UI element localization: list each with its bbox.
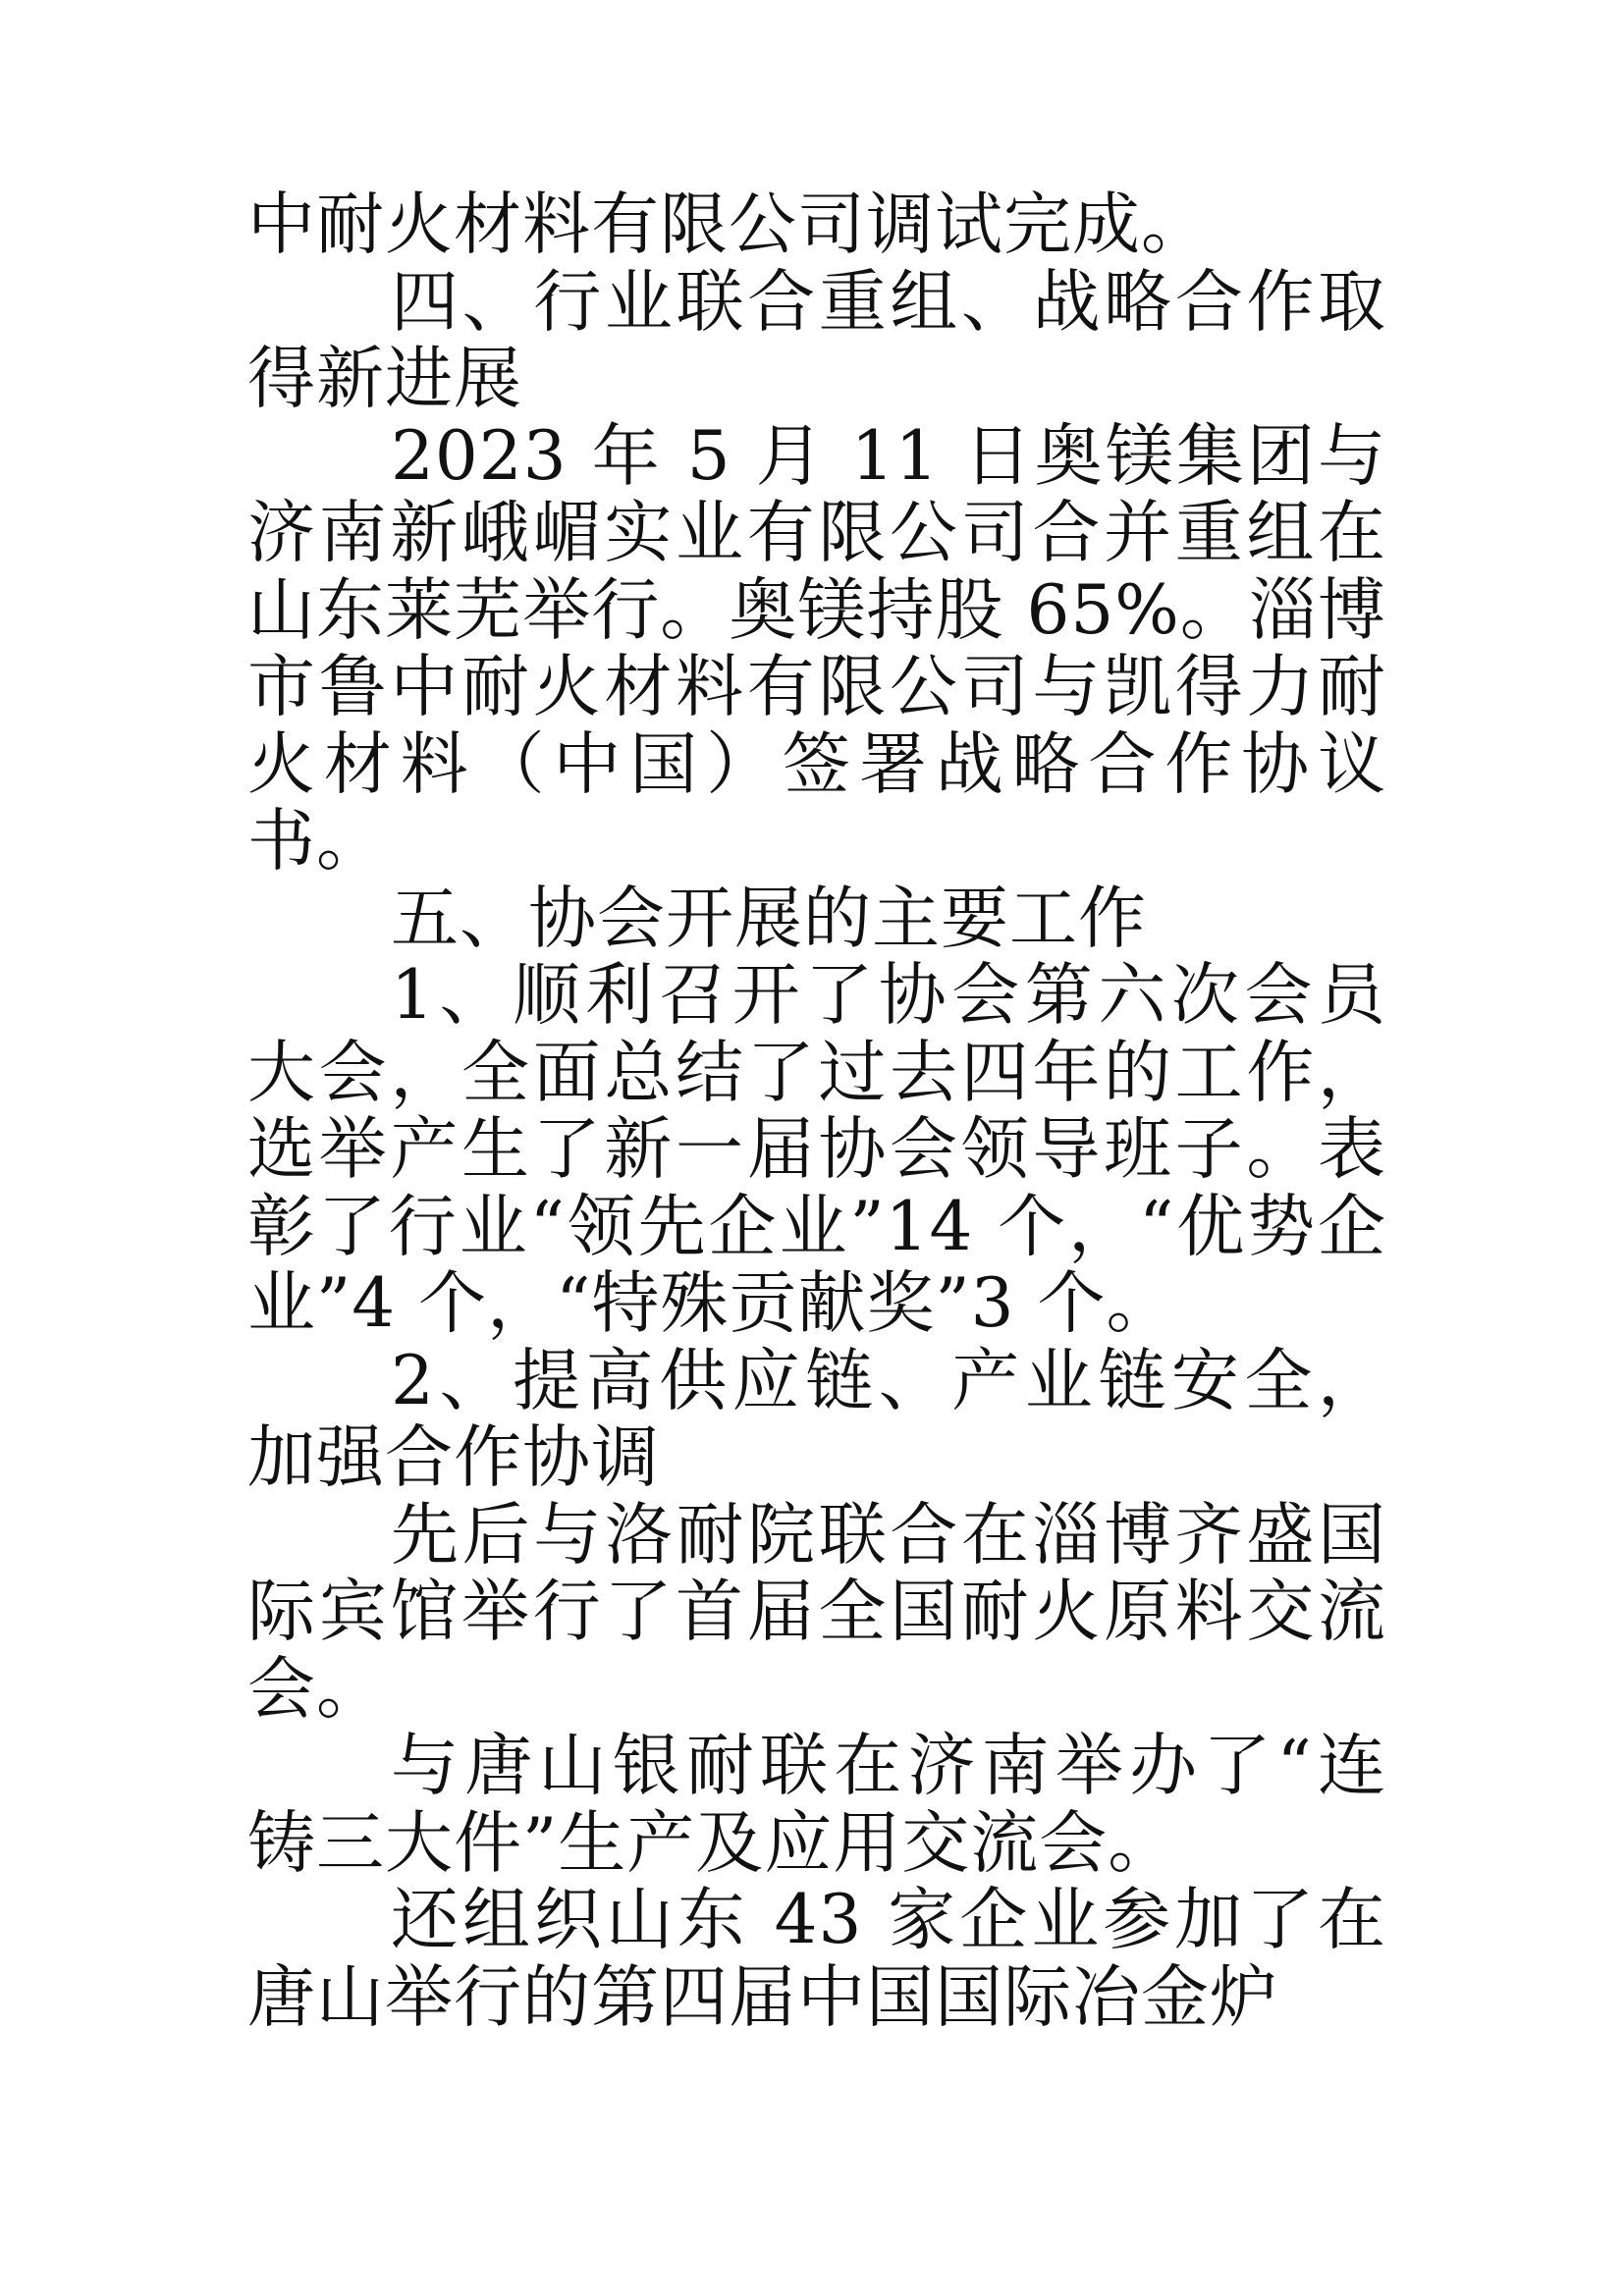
paragraph-item-two: 2、提高供应链、产业链安全，加强合作协调 — [247, 1341, 1386, 1497]
document-body — [247, 187, 1386, 2036]
paragraph-item-one: 1、顺利召开了协会第六次会员大会，全面总结了过去四年的工作，选举产生了新一届协会领导班子。表彰了行业“领先企业”14 个，“优势企业”4 个，“特殊贡献奖”3 个。 — [247, 956, 1386, 1343]
paragraph-restructuring: 2023 年 5 月 11 日奥镁集团与济南新峨嵋实业有限公司合并重组在山东莱芜举行。奥镁持股 65%。淄博市鲁中耐火材料有限公司与凯得力耐火材料（中国）签署战略合作协议书。 — [247, 416, 1386, 881]
section-heading-four: 四、行业联合重组、战略合作取得新进展 — [247, 262, 1386, 418]
paragraph-continuation: 中耐火材料有限公司调试完成。 — [247, 186, 1210, 264]
section-heading-five: 五、协会开展的主要工作 — [391, 879, 1147, 958]
paragraph-expo: 还组织山东 43 家企业参加了在唐山举行的第四届中国国际冶金炉 — [247, 1881, 1386, 2037]
paragraph-exchange-meeting: 先后与洛耐院联合在淄博齐盛国际宾馆举行了首届全国耐火原料交流会。 — [247, 1495, 1386, 1729]
paragraph-tangshan-meeting: 与唐山银耐联在济南举办了“连铸三大件”生产及应用交流会。 — [247, 1727, 1386, 1883]
